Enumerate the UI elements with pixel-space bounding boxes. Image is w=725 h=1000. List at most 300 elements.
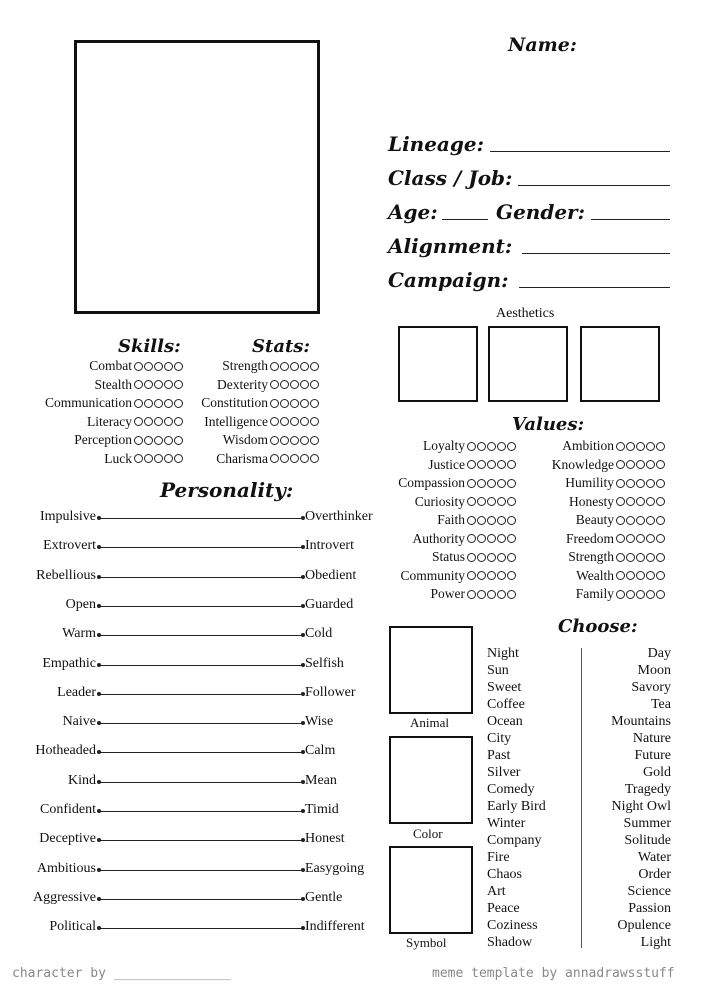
personality-row	[0, 685, 390, 705]
rating-circles[interactable]	[467, 571, 517, 580]
rating-circle[interactable]	[636, 479, 645, 488]
aesthetic-box-2[interactable]	[488, 326, 568, 402]
rating-circle[interactable]	[656, 497, 665, 506]
color-label: Color	[413, 826, 443, 841]
class-job-field[interactable]	[388, 158, 670, 188]
animal-box[interactable]	[389, 626, 473, 714]
rating-label: Freedom	[566, 530, 614, 546]
personality-slider[interactable]	[99, 811, 303, 812]
personality-slider[interactable]	[99, 577, 303, 578]
personality-slider[interactable]	[99, 928, 303, 929]
rating-circle[interactable]	[487, 516, 496, 525]
choose-option-left[interactable]: Early Bird	[487, 799, 546, 814]
rating-circle[interactable]	[290, 399, 299, 408]
rating-circle[interactable]	[646, 479, 655, 488]
choose-option-left[interactable]: Sun	[487, 663, 509, 678]
rating-row	[158, 413, 320, 431]
rating-circle[interactable]	[487, 497, 496, 506]
personality-row	[0, 743, 390, 763]
personality-slider[interactable]	[99, 635, 303, 636]
alignment-field[interactable]	[388, 226, 670, 256]
campaign-line[interactable]	[519, 287, 671, 288]
rating-circle[interactable]	[280, 436, 289, 445]
rating-circle[interactable]	[270, 362, 279, 371]
rating-label: Charisma	[216, 450, 268, 466]
rating-label: Authority	[412, 530, 465, 546]
rating-circle[interactable]	[497, 553, 506, 562]
rating-circle[interactable]	[300, 436, 309, 445]
rating-circles[interactable]	[270, 380, 320, 389]
personality-left-trait: Naive	[62, 714, 96, 730]
rating-circle[interactable]	[646, 571, 655, 580]
rating-label: Justice	[428, 456, 465, 472]
personality-row	[0, 802, 390, 822]
rating-circles[interactable]	[467, 442, 517, 451]
rating-circle[interactable]	[477, 442, 486, 451]
rating-circles[interactable]	[616, 553, 666, 562]
lineage-line[interactable]	[490, 151, 670, 152]
rating-circle[interactable]	[626, 590, 635, 599]
rating-circle[interactable]	[626, 442, 635, 451]
choose-option-right[interactable]: Day	[647, 646, 671, 661]
choose-option-left[interactable]: Art	[487, 884, 506, 899]
personality-slider[interactable]	[99, 547, 303, 548]
rating-circle[interactable]	[497, 442, 506, 451]
rating-row	[514, 493, 666, 511]
rating-label: Dexterity	[217, 376, 268, 392]
rating-circle[interactable]	[636, 460, 645, 469]
rating-row	[158, 431, 320, 449]
rating-circle[interactable]	[270, 436, 279, 445]
personality-row	[0, 773, 390, 793]
class-job-line[interactable]	[518, 185, 670, 186]
rating-circle[interactable]	[487, 590, 496, 599]
rating-circle[interactable]	[616, 571, 625, 580]
rating-circle[interactable]	[626, 497, 635, 506]
alignment-label: Alignment:	[388, 234, 513, 258]
choose-option-left[interactable]: Night	[487, 646, 519, 661]
personality-left-trait: Impulsive	[40, 509, 96, 524]
rating-label: Loyalty	[423, 438, 465, 453]
name-label: Name:	[508, 34, 577, 56]
rating-circle[interactable]	[290, 454, 299, 463]
rating-label: Perception	[74, 432, 132, 447]
rating-circle[interactable]	[270, 399, 279, 408]
rating-label: Strength	[568, 549, 614, 564]
rating-label: Power	[430, 586, 465, 601]
personality-slider[interactable]	[99, 752, 303, 753]
rating-circle[interactable]	[487, 553, 496, 562]
personality-left-trait: Open	[65, 596, 96, 612]
rating-row	[514, 548, 666, 566]
choose-option-right[interactable]: Passion	[628, 901, 671, 916]
gender-field[interactable]	[496, 192, 670, 222]
choose-option-right[interactable]: Water	[637, 850, 671, 865]
rating-circle[interactable]	[467, 590, 476, 599]
rating-circle[interactable]	[626, 553, 635, 562]
rating-circle[interactable]	[626, 516, 635, 525]
rating-circle[interactable]	[636, 571, 645, 580]
rating-circle[interactable]	[497, 516, 506, 525]
choose-option-right[interactable]: Light	[640, 935, 671, 950]
rating-circle[interactable]	[310, 417, 319, 426]
rating-circle[interactable]	[497, 497, 506, 506]
rating-circle[interactable]	[477, 553, 486, 562]
rating-circle[interactable]	[144, 454, 153, 463]
choose-option-left[interactable]: Chaos	[487, 867, 522, 882]
rating-circle[interactable]	[616, 442, 625, 451]
rating-circle[interactable]	[477, 460, 486, 469]
rating-label: Intelligence	[204, 413, 268, 429]
choose-option-right[interactable]: Science	[627, 884, 671, 899]
rating-circle[interactable]	[636, 516, 645, 525]
portrait-box[interactable]	[74, 40, 320, 314]
rating-label: Knowledge	[551, 456, 614, 472]
rating-circle[interactable]	[626, 571, 635, 580]
rating-circle[interactable]	[144, 399, 153, 408]
rating-circle[interactable]	[487, 442, 496, 451]
rating-circle[interactable]	[134, 436, 143, 445]
rating-circle[interactable]	[616, 590, 625, 599]
rating-circle[interactable]	[646, 497, 655, 506]
rating-circle[interactable]	[616, 479, 625, 488]
rating-circle[interactable]	[646, 590, 655, 599]
rating-circle[interactable]	[626, 479, 635, 488]
age-line[interactable]	[442, 219, 488, 220]
rating-label: Family	[575, 586, 614, 601]
rating-circles[interactable]	[467, 497, 517, 506]
rating-circles[interactable]	[616, 442, 666, 451]
rating-circle[interactable]	[270, 380, 279, 389]
rating-label: Curiosity	[414, 493, 465, 509]
aesthetic-box-1[interactable]	[398, 326, 478, 402]
rating-circle[interactable]	[487, 571, 496, 580]
choose-option-left[interactable]: Ocean	[487, 714, 523, 729]
choose-option-right[interactable]: Tragedy	[624, 782, 671, 797]
rating-row	[365, 493, 517, 511]
rating-circle[interactable]	[646, 460, 655, 469]
rating-circle[interactable]	[487, 460, 496, 469]
rating-circle[interactable]	[467, 497, 476, 506]
choose-option-right[interactable]: Order	[638, 867, 671, 882]
rating-circles[interactable]	[616, 497, 666, 506]
rating-circle[interactable]	[646, 534, 655, 543]
personality-left-trait: Ambitious	[36, 860, 96, 876]
rating-circles[interactable]	[270, 436, 320, 445]
personality-title: Personality:	[160, 478, 294, 502]
rating-circle[interactable]	[656, 534, 665, 543]
choose-option-left[interactable]: Peace	[487, 901, 520, 916]
personality-right-trait: Calm	[305, 743, 336, 759]
aesthetic-box-3[interactable]	[580, 326, 660, 402]
personality-slider[interactable]	[99, 723, 303, 724]
rating-row	[514, 567, 666, 585]
rating-circles[interactable]	[616, 479, 666, 488]
rating-row	[158, 376, 320, 394]
rating-circle[interactable]	[300, 380, 309, 389]
rating-circle[interactable]	[477, 516, 486, 525]
rating-label: Literacy	[87, 413, 132, 429]
personality-slider[interactable]	[99, 870, 303, 871]
choose-option-right[interactable]: Nature	[632, 731, 671, 746]
age-field[interactable]	[388, 192, 488, 222]
rating-circle[interactable]	[280, 454, 289, 463]
rating-circle[interactable]	[270, 454, 279, 463]
rating-circles[interactable]	[467, 460, 517, 469]
rating-circle[interactable]	[477, 479, 486, 488]
rating-circles[interactable]	[467, 590, 517, 599]
rating-circle[interactable]	[290, 417, 299, 426]
personality-slider[interactable]	[99, 606, 303, 607]
rating-circle[interactable]	[300, 399, 309, 408]
stats-title: Stats:	[252, 336, 311, 357]
symbol-box[interactable]	[389, 846, 473, 934]
gender-line[interactable]	[591, 219, 670, 220]
age-label: Age:	[388, 200, 438, 224]
rating-circle[interactable]	[467, 442, 476, 451]
personality-right-trait: Honest	[305, 831, 345, 847]
choose-option-right[interactable]: Summer	[623, 816, 671, 831]
rating-circle[interactable]	[467, 571, 476, 580]
choose-option-left[interactable]: Coffee	[487, 697, 525, 712]
choose-option-left[interactable]: City	[487, 731, 512, 746]
personality-slider[interactable]	[99, 665, 303, 666]
rating-circle[interactable]	[280, 380, 289, 389]
rating-circle[interactable]	[300, 362, 309, 371]
choose-option-left[interactable]: Coziness	[487, 918, 538, 933]
rating-circle[interactable]	[487, 479, 496, 488]
rating-circle[interactable]	[616, 516, 625, 525]
personality-right-trait: Guarded	[305, 596, 354, 612]
rating-circle[interactable]	[487, 534, 496, 543]
rating-circle[interactable]	[636, 497, 645, 506]
personality-row	[0, 831, 390, 851]
rating-label: Status	[431, 549, 465, 564]
personality-right-trait: Wise	[305, 714, 334, 730]
personality-slider[interactable]	[99, 782, 303, 783]
rating-circle[interactable]	[656, 460, 665, 469]
rating-circles[interactable]	[467, 534, 517, 543]
campaign-label: Campaign:	[388, 268, 509, 292]
rating-circles[interactable]	[616, 534, 666, 543]
personality-slider[interactable]	[99, 694, 303, 695]
rating-circle[interactable]	[144, 436, 153, 445]
rating-circle[interactable]	[656, 571, 665, 580]
rating-circle[interactable]	[636, 553, 645, 562]
rating-circles[interactable]	[616, 571, 666, 580]
personality-left-trait: Rebellious	[36, 567, 96, 583]
rating-circles[interactable]	[270, 362, 320, 371]
rating-row	[158, 357, 320, 375]
choose-divider	[581, 648, 582, 948]
personality-right-trait: Cold	[305, 626, 333, 642]
rating-circle[interactable]	[144, 380, 153, 389]
rating-circles[interactable]	[616, 516, 666, 525]
rating-circle[interactable]	[467, 534, 476, 543]
character-by-credit: character by _______________	[12, 966, 232, 981]
symbol-label: Symbol	[406, 935, 447, 950]
rating-label: Luck	[104, 450, 132, 466]
personality-slider[interactable]	[99, 840, 303, 841]
rating-circle[interactable]	[280, 399, 289, 408]
rating-circle[interactable]	[616, 460, 625, 469]
color-box[interactable]	[389, 736, 473, 824]
template-credit: meme template by annadrawsstuff	[432, 966, 675, 981]
rating-circle[interactable]	[467, 553, 476, 562]
rating-row	[514, 456, 666, 474]
rating-circle[interactable]	[310, 454, 319, 463]
rating-circles[interactable]	[616, 460, 666, 469]
choose-option-right[interactable]: Tea	[650, 697, 671, 712]
rating-circle[interactable]	[144, 417, 153, 426]
rating-circle[interactable]	[636, 442, 645, 451]
rating-circle[interactable]	[310, 362, 319, 371]
rating-circle[interactable]	[290, 436, 299, 445]
choose-option-left[interactable]: Sweet	[487, 680, 522, 695]
personality-left-trait: Deceptive	[39, 831, 96, 847]
rating-circles[interactable]	[270, 417, 320, 426]
rating-label: Honesty	[569, 493, 614, 509]
rating-circles[interactable]	[467, 516, 517, 525]
aesthetics-title: Aesthetics	[496, 306, 555, 321]
rating-row	[514, 437, 666, 455]
rating-circle[interactable]	[636, 534, 645, 543]
rating-circle[interactable]	[616, 553, 625, 562]
rating-circles[interactable]	[616, 590, 666, 599]
rating-circle[interactable]	[616, 497, 625, 506]
rating-circle[interactable]	[646, 516, 655, 525]
rating-circle[interactable]	[646, 442, 655, 451]
rating-circle[interactable]	[616, 534, 625, 543]
personality-slider[interactable]	[99, 518, 303, 519]
choose-option-right[interactable]: Night Owl	[611, 799, 671, 814]
personality-right-trait: Mean	[305, 772, 337, 788]
rating-circle[interactable]	[290, 380, 299, 389]
choose-option-left[interactable]: Comedy	[487, 782, 535, 797]
personality-slider[interactable]	[99, 899, 303, 900]
rating-circle[interactable]	[134, 417, 143, 426]
rating-circle[interactable]	[134, 380, 143, 389]
rating-circles[interactable]	[467, 479, 517, 488]
rating-circles[interactable]	[270, 454, 320, 463]
choose-option-right[interactable]: Mountains	[611, 714, 671, 729]
choose-option-left[interactable]: Shadow	[487, 935, 533, 950]
choose-option-right[interactable]: Savory	[631, 680, 671, 695]
rating-circle[interactable]	[626, 460, 635, 469]
rating-circle[interactable]	[300, 417, 309, 426]
rating-circle[interactable]	[477, 590, 486, 599]
rating-label: Community	[400, 567, 465, 583]
rating-circle[interactable]	[144, 362, 153, 371]
rating-row	[514, 474, 666, 492]
personality-left-trait: Kind	[68, 772, 96, 788]
personality-left-trait: Leader	[57, 684, 96, 700]
rating-circle[interactable]	[497, 479, 506, 488]
class-job-label: Class / Job:	[388, 166, 513, 190]
personality-left-trait: Aggressive	[33, 889, 96, 905]
rating-circle[interactable]	[656, 442, 665, 451]
rating-circle[interactable]	[310, 399, 319, 408]
personality-right-trait: Selfish	[305, 655, 344, 671]
campaign-field[interactable]	[388, 260, 670, 290]
rating-circle[interactable]	[626, 534, 635, 543]
rating-circle[interactable]	[656, 516, 665, 525]
alignment-line[interactable]	[522, 253, 670, 254]
rating-circle[interactable]	[467, 479, 476, 488]
choose-option-right[interactable]: Moon	[637, 663, 671, 678]
rating-circle[interactable]	[300, 454, 309, 463]
rating-circles[interactable]	[467, 553, 517, 562]
rating-circle[interactable]	[477, 534, 486, 543]
gender-label: Gender:	[496, 200, 585, 224]
rating-circle[interactable]	[656, 553, 665, 562]
personality-row	[0, 568, 390, 588]
rating-circle[interactable]	[467, 516, 476, 525]
rating-circle[interactable]	[467, 460, 476, 469]
choose-option-right[interactable]: Solitude	[624, 833, 671, 848]
personality-right-trait: Timid	[305, 802, 339, 817]
rating-circle[interactable]	[497, 460, 506, 469]
personality-right-trait: Obedient	[305, 567, 357, 583]
personality-right-trait: Overthinker	[305, 509, 373, 524]
personality-right-trait: Gentle	[305, 889, 343, 905]
rating-circle[interactable]	[280, 417, 289, 426]
rating-circle[interactable]	[497, 590, 506, 599]
personality-left-trait: Confident	[40, 802, 96, 817]
rating-circle[interactable]	[134, 362, 143, 371]
rating-circle[interactable]	[134, 454, 143, 463]
rating-circle[interactable]	[656, 590, 665, 599]
animal-label: Animal	[410, 715, 449, 730]
choose-option-right[interactable]: Future	[634, 748, 671, 763]
rating-circle[interactable]	[270, 417, 279, 426]
choose-option-left[interactable]: Winter	[487, 816, 526, 831]
choose-option-right[interactable]: Gold	[643, 765, 671, 780]
rating-label: Combat	[89, 358, 132, 373]
rating-circle[interactable]	[477, 571, 486, 580]
rating-circle[interactable]	[636, 590, 645, 599]
rating-circle[interactable]	[290, 362, 299, 371]
choose-option-left[interactable]: Fire	[487, 850, 510, 865]
rating-row	[514, 585, 666, 603]
choose-option-left[interactable]: Past	[487, 748, 511, 763]
rating-row	[365, 456, 517, 474]
rating-row	[158, 450, 320, 468]
choose-option-left[interactable]: Company	[487, 833, 542, 848]
rating-circle[interactable]	[497, 534, 506, 543]
personality-row	[0, 890, 390, 910]
rating-label: Wisdom	[222, 432, 268, 447]
rating-circle[interactable]	[656, 479, 665, 488]
lineage-field[interactable]	[388, 124, 670, 154]
personality-row	[0, 714, 390, 734]
rating-circle[interactable]	[646, 553, 655, 562]
personality-right-trait: Introvert	[305, 538, 354, 554]
rating-circle[interactable]	[310, 380, 319, 389]
rating-circle[interactable]	[280, 362, 289, 371]
personality-row	[0, 538, 390, 558]
rating-circles[interactable]	[270, 399, 320, 408]
choose-option-left[interactable]: Silver	[487, 765, 521, 780]
rating-circle[interactable]	[310, 436, 319, 445]
rating-row	[514, 530, 666, 548]
rating-row	[514, 511, 666, 529]
rating-circle[interactable]	[134, 399, 143, 408]
rating-circle[interactable]	[497, 571, 506, 580]
choose-option-right[interactable]: Opulence	[617, 918, 671, 933]
rating-row	[158, 394, 320, 412]
rating-circle[interactable]	[477, 497, 486, 506]
